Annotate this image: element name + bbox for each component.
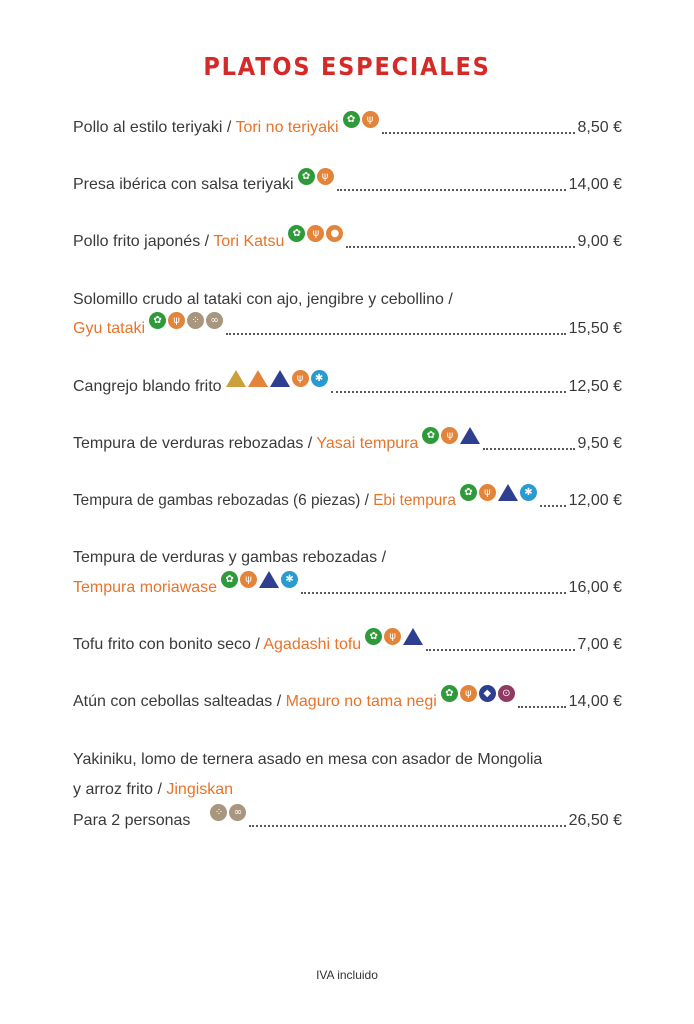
menu-item-jingiskan: [73, 805, 622, 831]
allergen-icons: [441, 685, 515, 702]
leaf-icon: ✿: [460, 484, 477, 501]
egg-triangle-icon: [248, 370, 268, 387]
allergen-icons: [298, 168, 334, 185]
leaf-icon: ✿: [149, 312, 166, 329]
dot-leader: [249, 825, 565, 827]
fish-triangle-icon: [270, 370, 290, 387]
peanut-icon: ∞: [229, 804, 246, 821]
dish-price: 12,50 €: [568, 378, 622, 395]
dish-japanese-name: Jingiskan: [166, 781, 234, 798]
wheat-icon: ψ: [240, 571, 257, 588]
dish-name: Tempura de verduras rebozadas / Yasai tempura: [73, 435, 419, 452]
menu-item-yasai-tempura: [73, 428, 622, 454]
dish-name: Atún con cebollas salteadas / Maguro no tama negi: [73, 693, 437, 710]
dish-japanese-name: Tempura moriawase: [73, 579, 218, 596]
menu-item-cangrejo: [73, 371, 622, 397]
leaf-icon: ✿: [365, 628, 382, 645]
allergen-icons: [343, 111, 379, 128]
fish-triangle-icon: [498, 484, 518, 501]
dish-price: 14,00 €: [568, 693, 622, 710]
dish-price: 9,00 €: [577, 233, 622, 250]
dish-name: Pollo al estilo teriyaki / Tori no teriyaki: [73, 119, 339, 136]
dish-name: [73, 578, 217, 598]
wheat-icon: ψ: [168, 312, 185, 329]
wheat-icon: ψ: [384, 628, 401, 645]
menu-item-ebi-tempura: [73, 485, 622, 511]
allergen-icons: [365, 628, 423, 645]
crab-icon: ✱: [281, 571, 298, 588]
dish-japanese-name: Tori no teriyaki: [235, 119, 339, 136]
menu-item-maguro: [73, 686, 622, 712]
egg-icon: ●: [326, 225, 343, 242]
leaf-icon: ✿: [441, 685, 458, 702]
menu-item-tempura-moriawase: [73, 572, 622, 598]
sesame-icon: ⁘: [210, 804, 227, 821]
dish-japanese-name: Maguro no tama negi: [285, 693, 437, 710]
dish-japanese-name: Ebi tempura: [373, 492, 456, 509]
crab-icon: ✱: [311, 370, 328, 387]
dish-price: 16,00 €: [568, 579, 622, 596]
dot-leader: [337, 189, 566, 191]
dish-name: Tofu frito con bonito seco / Agadashi tofu: [73, 636, 362, 653]
menu-item-agadashi-tofu: [73, 629, 622, 655]
fish-triangle-icon: [403, 628, 423, 645]
dish-name: Pollo frito japonés / Tori Katsu: [73, 233, 285, 250]
fish-triangle-icon: [259, 571, 279, 588]
allergen-icons: [221, 571, 298, 588]
leaf-icon: ✿: [343, 111, 360, 128]
dot-leader: [483, 448, 574, 450]
sesame-icon: ⁘: [187, 312, 204, 329]
dish-name: Yakiniku, lomo de ternera asado en mesa con asador de Mongolia: [73, 751, 543, 768]
dish-name: Cangrejo blando frito: [73, 378, 222, 395]
dish-name: Tempura de verduras y gambas rebozadas /: [73, 549, 387, 566]
menu-item-gyu-tataki: [73, 313, 622, 339]
dish-name: Solomillo crudo al tataki con ajo, jengibre y cebollino /: [73, 291, 453, 308]
dot-leader: [226, 333, 566, 335]
dish-price: 7,00 €: [577, 636, 622, 653]
dish-name: Presa ibérica con salsa teriyaki: [73, 176, 294, 193]
allergen-icons: [460, 484, 537, 501]
leaf-icon: ✿: [298, 168, 315, 185]
dish-price: 8,50 €: [577, 119, 622, 136]
sesame-triangle-icon: [226, 370, 246, 387]
wheat-icon: ψ: [441, 427, 458, 444]
dish-price: 15,50 €: [568, 320, 622, 337]
dot-leader: [382, 132, 575, 134]
wheat-icon: ψ: [307, 225, 324, 242]
page-title: PLATOS ESPECIALES: [203, 52, 491, 81]
dish-name: Tempura de gambas rebozadas (6 piezas) / Ebi tempura: [73, 492, 456, 509]
wheat-icon: ψ: [362, 111, 379, 128]
menu-item-moriawase-line1: [73, 542, 622, 568]
peanut-icon: ∞: [206, 312, 223, 329]
wheat-icon: ψ: [460, 685, 477, 702]
wheat-icon: ψ: [292, 370, 309, 387]
dot-leader: [426, 649, 574, 651]
fish-icon: ◆: [479, 685, 496, 702]
dish-japanese-name: Gyu tataki: [73, 320, 146, 337]
dish-price: 9,50 €: [577, 435, 622, 452]
dish-japanese-name: Tori Katsu: [213, 233, 285, 250]
dish-price: 14,00 €: [568, 176, 622, 193]
leaf-icon: ✿: [288, 225, 305, 242]
dish-price: 26,50 €: [568, 812, 622, 829]
dish-japanese-name: Yasai tempura: [316, 435, 419, 452]
dot-leader: [301, 592, 566, 594]
menu-item-yakiniku-line2: [73, 774, 622, 800]
menu-item-tori-katsu: [73, 226, 622, 252]
allergen-icons: [210, 804, 246, 821]
dish-portion: Para 2 personas: [73, 812, 191, 829]
leaf-icon: ✿: [422, 427, 439, 444]
allergen-icons: [226, 370, 328, 387]
dot-leader: [346, 246, 574, 248]
allergen-icons: [288, 225, 343, 242]
allergen-icons: [422, 427, 480, 444]
menu-item-pollo-teriyaki: [73, 112, 622, 138]
allergen-icons: [149, 312, 223, 329]
dish-price: 12,00 €: [568, 492, 622, 509]
dot-leader: [540, 505, 566, 507]
menu-item-presa-iberica: [73, 169, 622, 195]
fish-triangle-icon: [460, 427, 480, 444]
dot-leader: [518, 706, 566, 708]
leaf-icon: ✿: [221, 571, 238, 588]
wheat-icon: ψ: [479, 484, 496, 501]
dish-name: [73, 319, 145, 339]
crab-icon: ✱: [520, 484, 537, 501]
menu-item-yakiniku-line1: [73, 744, 622, 770]
dot-leader: [331, 391, 566, 393]
menu-item-solomillo-line1: [73, 284, 622, 310]
dish-japanese-name: Agadashi tofu: [263, 636, 362, 653]
mollusc-icon: ⊙: [498, 685, 515, 702]
tax-note: IVA incluido: [316, 968, 378, 982]
wheat-icon: ψ: [317, 168, 334, 185]
dish-name: y arroz frito / Jingiskan: [73, 781, 234, 798]
